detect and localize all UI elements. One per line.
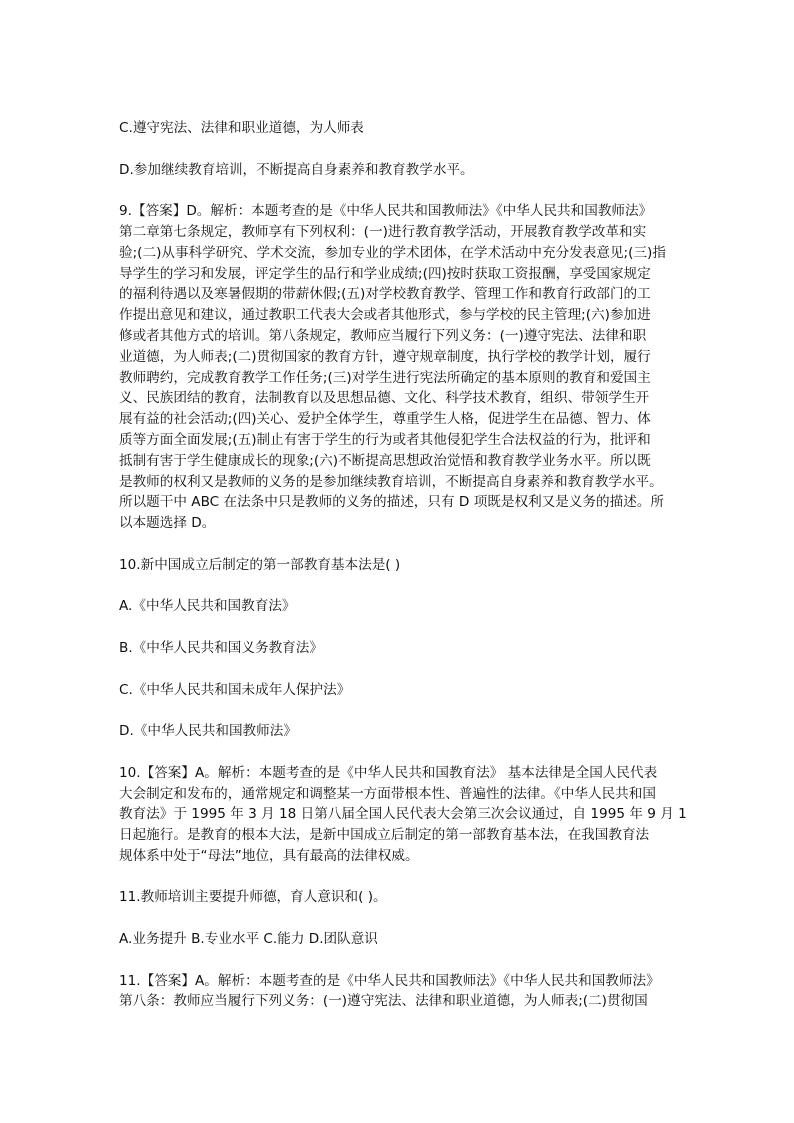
text-line: 质等方面全面发展;(五)制止有害于学生的行为或者其他侵犯学生合法权益的行为，批评和 [119,431,651,448]
option-b-q10 [119,638,699,659]
text-line: 11.【答案】A。解析：本题考查的是《中华人民共和国教师法》《中华人民共和国教师法》 [119,972,660,989]
answer-q11 [119,971,699,1013]
options-q11 [119,929,699,950]
text-line: 业道德，为人师表;(二)贯彻国家的教育方针，遵守规章制度，执行学校的教学计划，履行 [119,348,651,365]
option-d-q10 [119,721,699,742]
text-line: 9.【答案】D。解析：本题考查的是《中华人民共和国教师法》《中华人民共和国教师法》 [119,203,653,220]
text-line: 抵制有害于学生健康成长的现象;(六)不断提高思想政治觉悟和教育教学业务水平。所以既 [119,452,651,469]
text-line: 大会制定和发布的，通常规定和调整某一方面带根本性、普遍性的法律。《中华人民共和国 [119,785,656,802]
text-line: A.业务提升 B.专业水平 C.能力 D.团队意识 [119,931,378,948]
text-line: 第八条：教师应当履行下列义务：(一)遵守宪法、法律和职业道德，为人师表;(二)贯彻国 [119,993,648,1010]
text-line: D.参加继续教育培训，不断提高自身素养和教育教学水平。 [119,161,474,178]
text-line: 教育法》于 1995 年 3 月 18 日第八届全国人民代表大会第三次会议通过，自 1995 年 9 月 1 [119,806,687,823]
text-line: 义、民族团结的教育，法制教育以及思想品德、文化、科学技术教育，组织、带领学生开 [119,390,650,407]
text-line: 作提出意见和建议，通过教职工代表大会或者其他形式，参与学校的民主管理;(六)参加进 [119,307,651,324]
text-line: 所以题干中 ABC 在法条中只是教师的义务的描述，只有 D 项既是权利又是义务的描述。所 [119,494,665,511]
text-line: D.《中华人民共和国教师法》 [119,723,297,740]
text-line: 验;(二)从事科学研究、学术交流，参加专业的学术团体，在学术活动中充分发表意见;(三)指 [119,244,666,261]
text-line: 第二章第七条规定，教师享有下列权利：(一)进行教育教学活动，开展教育教学改革和实 [119,223,647,240]
text-line: 导学生的学习和发展，评定学生的品行和学业成绩;(四)按时获取工资报酬，享受国家规定 [119,265,651,282]
option-c-q10 [119,680,699,701]
text-line: 日起施行。是教育的根本大法，是新中国成立后制定的第一部教育基本法，在我国教育法 [119,827,650,844]
text-line: 的福利待遇以及寒暑假期的带薪休假;(五)对学校教育教学、管理工作和教育行政部门的工 [119,286,651,303]
option-a-q10 [119,596,699,617]
answer-q10 [119,763,699,867]
text-line: 规体系中处于“母法”地位，具有最高的法律权威。 [119,847,419,864]
question-10 [119,555,699,576]
text-line: 11.教师培训主要提升师德，育人意识和( )。 [119,889,387,906]
option-d-q8 [119,160,699,181]
document-body [119,118,699,1033]
question-11 [119,887,699,908]
text-line: 修或者其他方式的培训。第八条规定，教师应当履行下列义务：(一)遵守宪法、法律和职 [119,327,647,344]
text-line: C.《中华人民共和国未成年人保护法》 [119,681,351,698]
option-c-q8 [119,118,699,139]
text-line: 以本题选择 D。 [119,515,216,532]
answer-q9 [119,201,699,534]
text-line: 10.【答案】A。解析：本题考查的是《中华人民共和国教育法》 基本法律是全国人民代表 [119,764,658,781]
text-line: 教师聘约，完成教育教学工作任务;(三)对学生进行宪法所确定的基本原则的教育和爱国主 [119,369,651,386]
text-line: C.遵守宪法、法律和职业道德，为人师表 [119,120,364,136]
text-line: B.《中华人民共和国义务教育法》 [119,639,323,656]
text-line: 展有益的社会活动;(四)关心、爱护全体学生，尊重学生人格，促进学生在品德、智力、体 [119,411,651,428]
text-line: 是教师的权利又是教师的义务的是参加继续教育培训，不断提高自身素养和教育教学水平。 [119,473,663,490]
text-line: 10.新中国成立后制定的第一部教育基本法是( ) [119,556,401,573]
text-line: A.《中华人民共和国教育法》 [119,598,296,615]
